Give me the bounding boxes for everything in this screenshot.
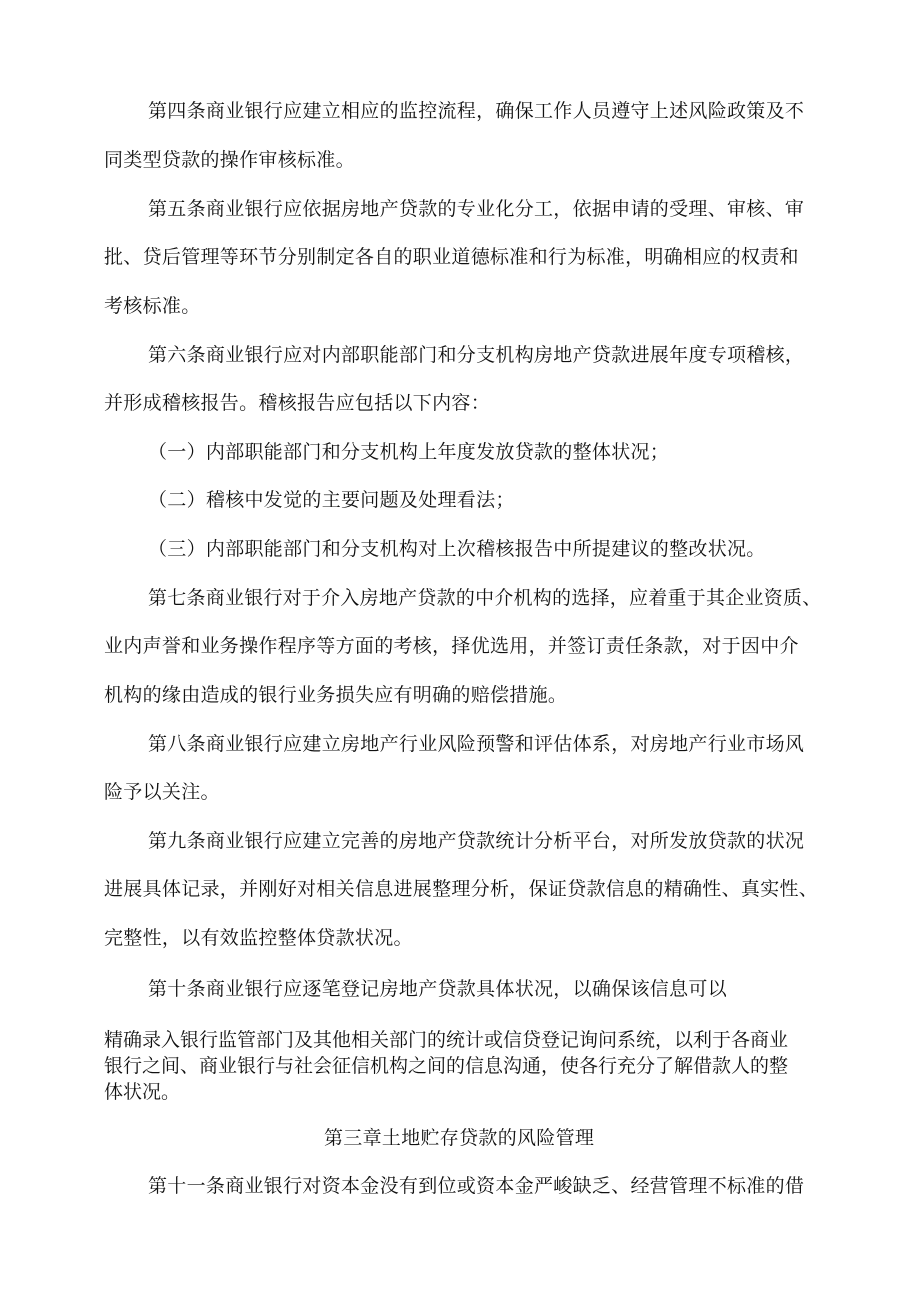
article-8-line-1: 第八条商业银行应建立房地产行业风险预警和评估体系，对房地产行业市场风 bbox=[148, 733, 805, 755]
article-10-line-4: 体状况。 bbox=[104, 1081, 181, 1103]
article-5-line-2: 批、贷后管理等环节分别制定各自的职业道德标准和行为标准，明确相应的权责和 bbox=[104, 246, 799, 268]
article-8-line-2: 险予以关注。 bbox=[104, 781, 220, 803]
article-7-line-2: 业内声誉和业务操作程序等方面的考核，择优选用，并签订责任条款，对于因中介 bbox=[104, 635, 799, 657]
article-6-item-1: （一）内部职能部门和分支机构上年度发放贷款的整体状况； bbox=[148, 441, 670, 463]
article-6-line-2: 并形成稽核报告。稽核报告应包括以下内容： bbox=[104, 392, 491, 414]
article-10-line-2: 精确录入银行监管部门及其他相关部门的统计或信贷登记询问系统，以利于各商业 bbox=[104, 1029, 789, 1051]
article-7-line-3: 机构的缘由造成的银行业务损失应有明确的赔偿措施。 bbox=[104, 684, 568, 706]
article-10-line-1: 第十条商业银行应逐笔登记房地产贷款具体状况，以确保该信息可以 bbox=[148, 978, 728, 1000]
article-11-line-1: 第十一条商业银行对资本金没有到位或资本金严峻缺乏、经营管理不标准的借 bbox=[148, 1175, 805, 1197]
chapter-3-title: 第三章土地贮存贷款的风险管理 bbox=[324, 1127, 595, 1149]
article-4-line-2: 同类型贷款的操作审核标准。 bbox=[104, 149, 355, 171]
article-9-line-2: 进展具体记录，并刚好对相关信息进展整理分析，保证贷款信息的精确性、真实性、 bbox=[104, 878, 819, 900]
article-6-item-3: （三）内部职能部门和分支机构对上次稽核报告中所提建议的整改状况。 bbox=[148, 538, 766, 560]
article-6-item-2: （二）稽核中发觉的主要问题及处理看法； bbox=[148, 489, 515, 511]
article-5-line-3: 考核标准。 bbox=[104, 295, 201, 317]
article-6-line-1: 第六条商业银行应对内部职能部门和分支机构房地产贷款进展年度专项稽核， bbox=[148, 344, 805, 366]
article-7-line-1: 第七条商业银行对于介入房地产贷款的中介机构的选择，应着重于其企业资质、 bbox=[148, 587, 822, 609]
article-5-line-1: 第五条商业银行应依据房地产贷款的专业化分工，依据申请的受理、审核、审 bbox=[148, 198, 805, 220]
article-10-line-3: 银行之间、商业银行与社会征信机构之间的信息沟通，使各行充分了解借款人的整 bbox=[104, 1055, 789, 1077]
article-9-line-1: 第九条商业银行应建立完善的房地产贷款统计分析平台，对所发放贷款的状况 bbox=[148, 830, 805, 852]
article-4-line-1: 第四条商业银行应建立相应的监控流程，确保工作人员遵守上述风险政策及不 bbox=[148, 100, 805, 122]
article-9-line-3: 完整性，以有效监控整体贷款状况。 bbox=[104, 927, 413, 949]
